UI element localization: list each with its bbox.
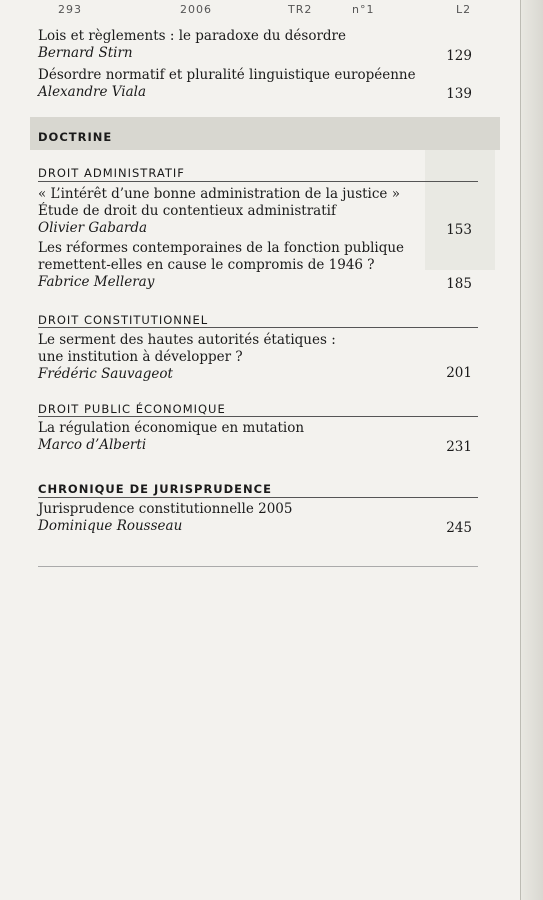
entry-title-line2: Étude de droit du contentieux administratif <box>38 203 336 219</box>
handnote-5: L2 <box>456 3 472 16</box>
entry-title: Jurisprudence constitutionnelle 2005 <box>38 501 293 517</box>
page-number: 245 <box>446 520 472 536</box>
entry-title-line1: Le serment des hautes autorités étatiques : <box>38 332 336 348</box>
page-number: 139 <box>446 86 472 102</box>
toc-entry <box>38 240 478 291</box>
toc-entry <box>38 67 478 101</box>
divider <box>38 181 478 182</box>
toc-entry <box>38 28 478 62</box>
handnote-1: 293 <box>58 3 82 16</box>
handnote-3: TR2 <box>288 3 313 16</box>
toc-entry <box>38 186 478 237</box>
entry-author: Marco d’Alberti <box>38 437 147 453</box>
entry-title-line1: Les réformes contemporaines de la fonction publique <box>38 240 405 256</box>
entry-author: Alexandre Viala <box>38 84 147 100</box>
toc-entry <box>38 332 478 383</box>
entry-title-line2: remettent-elles en cause le compromis de 1946 ? <box>38 257 375 273</box>
handnote-4: n°1 <box>352 3 375 16</box>
entry-author: Bernard Stirn <box>38 45 133 61</box>
page-edge <box>520 0 543 900</box>
toc-entry <box>38 501 478 535</box>
divider <box>38 497 478 498</box>
entry-title-line2: une institution à développer ? <box>38 349 243 365</box>
page-number: 201 <box>446 365 472 381</box>
entry-author: Olivier Gabarda <box>38 220 148 236</box>
entry-author: Fabrice Melleray <box>38 274 155 290</box>
entry-title: Lois et règlements : le paradoxe du désordre <box>38 28 347 44</box>
divider <box>38 416 478 417</box>
entry-author: Dominique Rousseau <box>38 518 183 534</box>
page-number: 231 <box>446 439 472 455</box>
page-number: 153 <box>446 222 472 238</box>
page-number: 185 <box>446 276 472 292</box>
handnote-2: 2006 <box>180 3 212 16</box>
page-number: 129 <box>446 48 472 64</box>
entry-title-line1: « L’intérêt d’une bonne administration de la justice » <box>38 186 400 202</box>
subsection-heading: DROIT CONSTITUTIONNEL <box>38 313 209 327</box>
section-heading-chronique: CHRONIQUE DE JURISPRUDENCE <box>38 482 272 496</box>
subsection-heading: DROIT PUBLIC ÉCONOMIQUE <box>38 402 226 416</box>
entry-title: Désordre normatif et pluralité linguistique européenne <box>38 67 416 83</box>
divider <box>38 327 478 328</box>
subsection-heading: DROIT ADMINISTRATIF <box>38 166 185 180</box>
divider <box>38 566 478 567</box>
toc-entry <box>38 420 478 454</box>
entry-title: La régulation économique en mutation <box>38 420 305 436</box>
entry-author: Frédéric Sauvageot <box>38 366 173 382</box>
section-heading-doctrine: DOCTRINE <box>38 130 113 144</box>
